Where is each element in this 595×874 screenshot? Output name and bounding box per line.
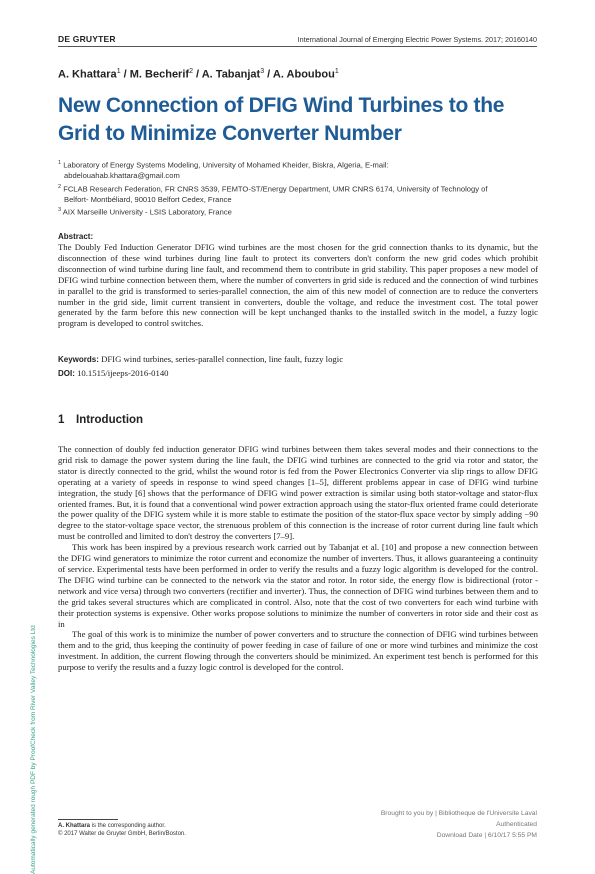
copyright-notice: © 2017 Walter de Gruyter GmbH, Berlin/Boston. [58, 831, 186, 837]
side-watermark [30, 484, 40, 874]
paper-title: New Connection of DFIG Wind Turbines to the Grid to Minimize Converter Number [58, 94, 505, 145]
side-watermark-text: Automatically generated rough PDF by ProofCheck from River Valley Technologies Ltd [30, 625, 37, 874]
author-affiliation-mark: 1 [116, 68, 121, 75]
affiliation-text-continued: Belfort- Montbéliard, 90010 Belfort Cedex, France [64, 194, 232, 204]
abstract-text: The Doubly Fed Induction Generator DFIG wind turbines are the most chosen for the grid connection thanks to its dynamic, but the disconnection of these wind turbines during line fault to protect its converters don't conform the new grid codes which prohibit disconnection of wind turbine during line fault, and recommend them to contribute in grid stability. This paper proposes a new model of DFIG wind turbine connection between them, where the number of converters in grid side is reduced and the connection of wind turbines in parallel to the grid is transformed to series-parallel connection, the aim of this new model of connection are to reduce the converters number in the grid side, limit current transient in converters, double the voltage, and reduce the investment cost. The total power generated by the farm before this new connection will be kept unchanged thanks to the installed switch in the model, a fuzzy logic program is developed to control switches. [58, 242, 538, 329]
body-paragraph: The connection of doubly fed induction generator DFIG wind turbines between them takes several modes and their connections to the grid risk to damage the power system during the line fault, the DFIG wind turbines are connected to the grid via rotor and stator, the stator is directly connected to the grid, whilst the wound rotor is fed from the Power Electronics Converter via slip rings to allow DFIG operating at a variety of speeds in response to wind speed changes [1–5], different problems appear in case of DFIG wind turbine integration, the study [6] shows that the performance of DFIG wind power extraction is similar using both stator-voltage and stator-flux oriented frames. But, it is found that a conventional wind power extraction approach using the stator-flux oriented frame could deteriorate the power quality of the DFIG system while it is more stable to estimate the position of the stator-flux space vector by simply adding −90 degree to the stator-voltage space vector, the strenuous problem of this connection is the increase of rotor current during line fault which must be controlled and limited to don't destroy the converters [7–9]. [58, 444, 538, 542]
affiliation-item [58, 182, 538, 206]
corresponding-author-name: A. Khattara [58, 823, 91, 829]
affiliation-text: Laboratory of Energy Systems Modeling, University of Mohamed Kheider, Biskra, Algeria, E-mail: [63, 160, 389, 170]
download-date: Download Date | 6/10/17 5:55 PM [436, 832, 537, 839]
journal-citation: International Journal of Emerging Electric Power Systems. 2017; 20160140 [297, 35, 537, 44]
author-affiliation-mark: 3 [260, 68, 265, 75]
section-heading [58, 414, 143, 426]
abstract-heading: Abstract: [58, 232, 94, 241]
affiliation-list [58, 158, 538, 219]
download-status: Authenticated [496, 821, 537, 828]
affiliation-email[interactable]: abdelouahab.khattara@gmail.com [64, 171, 180, 181]
author-name: A. Tabanjat [201, 68, 261, 81]
author-separator: / [192, 68, 202, 81]
download-stamp [381, 808, 537, 841]
body-paragraph: This work has been inspired by a previous research work carried out by Tabanjat et al. [10] and propose a new connection between the DFIG wind generators to minimize the rotor current and economize the number of inverters. Thus, it allows guaranteeing a continuity of service. Experimental tests have been performed in order to verify the results and a fuzzy logic algorithm is developed for the control. The DFIG wind turbine can be connected to the network via the stator and rotor. In rotor side, the energy flow is bidirectional (rotor - network and vice versa) through two converters (rectifier and inverter). Thus, the connection of DFIG wind turbines between them and to the grid takes several structures which are complicated in control. Also, note that the cost of two converters for each wind turbine with their protection systems is expensive. Other works propose solutions to minimize the number of converters in rotor side and their cost as in [58, 542, 538, 629]
header-rule [58, 46, 537, 47]
section-title: Introduction [76, 414, 144, 426]
keywords-label: Keywords: [58, 355, 99, 364]
author-list [58, 68, 339, 81]
download-provider: Brought to you by | Bibliotheque de l'Universite Laval [380, 810, 537, 817]
corresponding-author-note [58, 822, 186, 830]
author-name: A. Khattara [58, 68, 117, 81]
affiliation-text: AIX Marseille University - LSIS Laboratory, France [62, 207, 232, 217]
affiliation-item [58, 205, 538, 218]
doi-link[interactable]: 10.1515/ijeeps-2016-0140 [77, 368, 169, 378]
author-affiliation-mark: 2 [189, 68, 193, 75]
author-name: M. Becherif [129, 68, 190, 81]
keywords [58, 354, 538, 364]
doi-label: DOI: [58, 369, 75, 378]
body-text [58, 444, 538, 673]
keywords-text: DFIG wind turbines, series-parallel connection, line fault, fuzzy logic [101, 354, 344, 364]
affiliation-text: FCLAB Research Federation, FR CNRS 3539, FEMTO-ST/Energy Department, UMR CNRS 6174, University of Technology of [63, 184, 488, 194]
author-separator: / [120, 68, 130, 81]
footnote [58, 822, 186, 838]
body-paragraph: The goal of this work is to minimize the number of power converters and to structure the connection of DFIG wind turbines between them and to the grid, thus keeping the continuity of power feeding in case of failure of one or more wind turbines and minimize the cost investment. In addition, the current flowing through the converters should be minimized. An experiment test bench is performed for this purpose to verify the results and a fuzzy logic control is developed for the control. [58, 629, 538, 673]
affiliation-number: 2 [58, 183, 62, 190]
author-separator: / [264, 68, 273, 81]
publisher-name: DE GRUYTER [58, 34, 116, 44]
author-name: A. Aboubou [272, 68, 335, 81]
affiliation-item [58, 158, 538, 182]
affiliation-number: 1 [58, 160, 62, 166]
author-affiliation-mark: 1 [334, 68, 339, 75]
footnote-rule [58, 819, 118, 820]
corresponding-author-text: is the corresponding author. [90, 823, 166, 829]
doi [58, 368, 169, 378]
affiliation-number: 3 [58, 207, 62, 214]
section-number: 1 [58, 414, 65, 426]
